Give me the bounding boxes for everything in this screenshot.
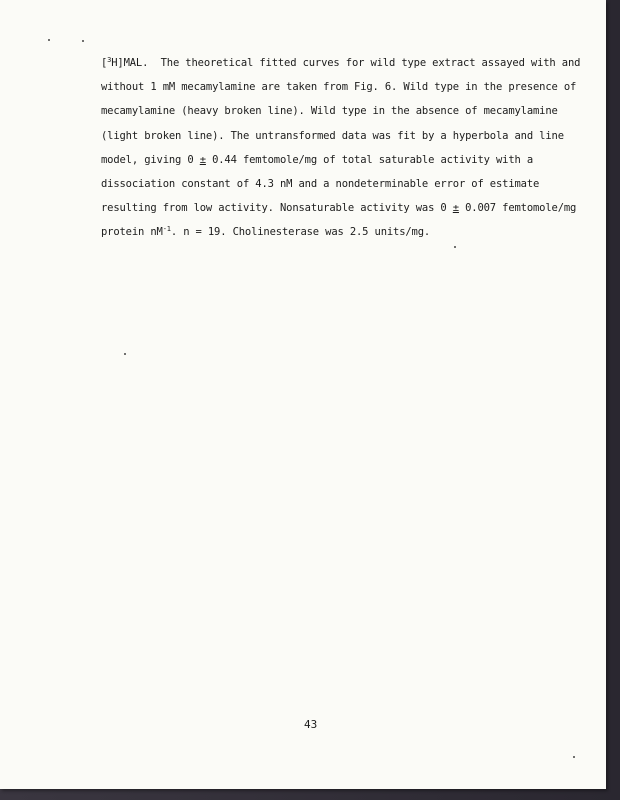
plus-minus-symbol: ± xyxy=(199,153,206,166)
legend-line-2: without 1 mM mecamylamine are taken from Fig. 6. Wild type in the presence of xyxy=(101,81,577,94)
scan-speck xyxy=(82,40,84,42)
label-suffix: H]MAL. xyxy=(111,57,149,69)
scan-speck xyxy=(573,756,575,758)
legend-line-3: mecamylamine (heavy broken line). Wild type in the absence of mecamylamine xyxy=(101,105,558,118)
legend-line-6: dissociation constant of 4.3 nM and a nondeterminable error of estimate xyxy=(101,178,540,191)
legend-line-5: model, giving 0 ± 0.44 femtomole/mg of total saturable activity with a xyxy=(101,153,534,166)
legend-line-8: protein $nM^{-1}$. n = 19. Cholinesterase was 2.5 units/mg. xyxy=(101,225,431,239)
scan-speck xyxy=(454,246,456,248)
exponent-superscript: -1 xyxy=(162,225,171,234)
figure-legend-text xyxy=(101,51,581,245)
plus-minus-symbol: ± xyxy=(452,202,459,215)
legend-line-4: (light broken line). The untransformed data was fit by a hyperbola and line xyxy=(101,129,564,142)
scan-speck xyxy=(124,353,126,355)
legend-line-1: [$^3$H]MAL. The theoretical fitted curves for wild type extract assayed with and xyxy=(101,56,581,69)
scan-speck xyxy=(48,39,50,41)
isotope-superscript: 3 xyxy=(107,56,112,64)
legend-line-7: resulting from low activity. Nonsaturable activity was 0 ± 0.007 femtomole/mg xyxy=(101,202,577,215)
page-number: 43 xyxy=(304,718,318,731)
